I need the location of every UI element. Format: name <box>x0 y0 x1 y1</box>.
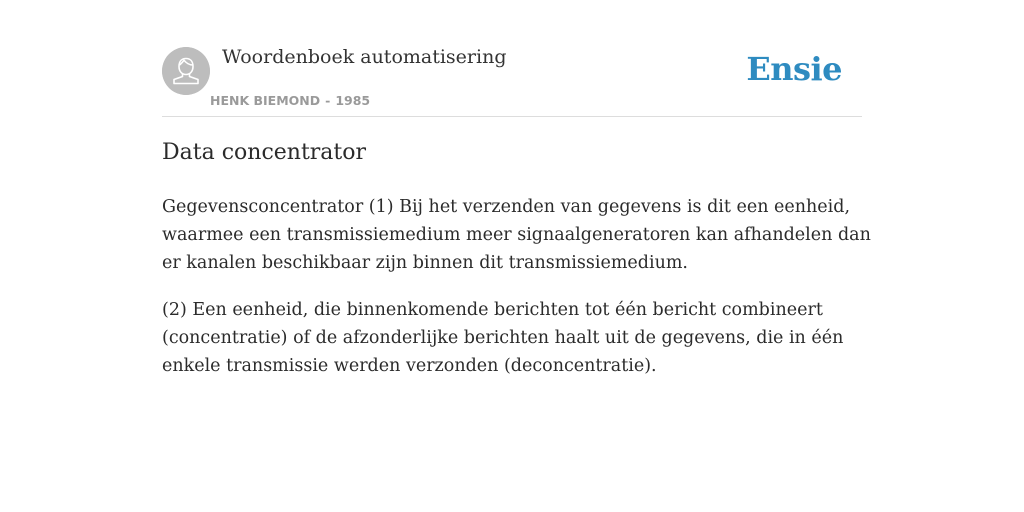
byline <box>210 93 370 108</box>
publication-year: 1985 <box>335 93 371 108</box>
author-name[interactable]: HENK BIEMOND <box>210 93 321 108</box>
header <box>162 46 862 117</box>
entry-content <box>162 193 872 399</box>
avatar[interactable] <box>162 47 210 95</box>
entry-title: Data concentrator <box>162 140 367 165</box>
book-title[interactable]: Woordenboek automatisering <box>222 46 507 68</box>
entry-paragraph: (2) Een eenheid, die binnenkomende berichten tot één bericht combineert (concentratie) of de afzonderlijke berichten haalt uit de gegevens, die in één enkele transmissie werden verzonden (deconcentratie). <box>162 300 844 376</box>
ensie-logo[interactable]: Ensie <box>746 50 842 88</box>
byline-separator: - <box>325 93 331 108</box>
entry-paragraph: Gegevensconcentrator (1) Bij het verzenden van gegevens is dit een eenheid, waarmee een transmissiemedium meer signaalgeneratoren kan afhandelen dan er kanalen beschikbaar zijn binnen dit transmissiemedium. <box>162 197 871 273</box>
user-silhouette-icon <box>162 47 210 95</box>
